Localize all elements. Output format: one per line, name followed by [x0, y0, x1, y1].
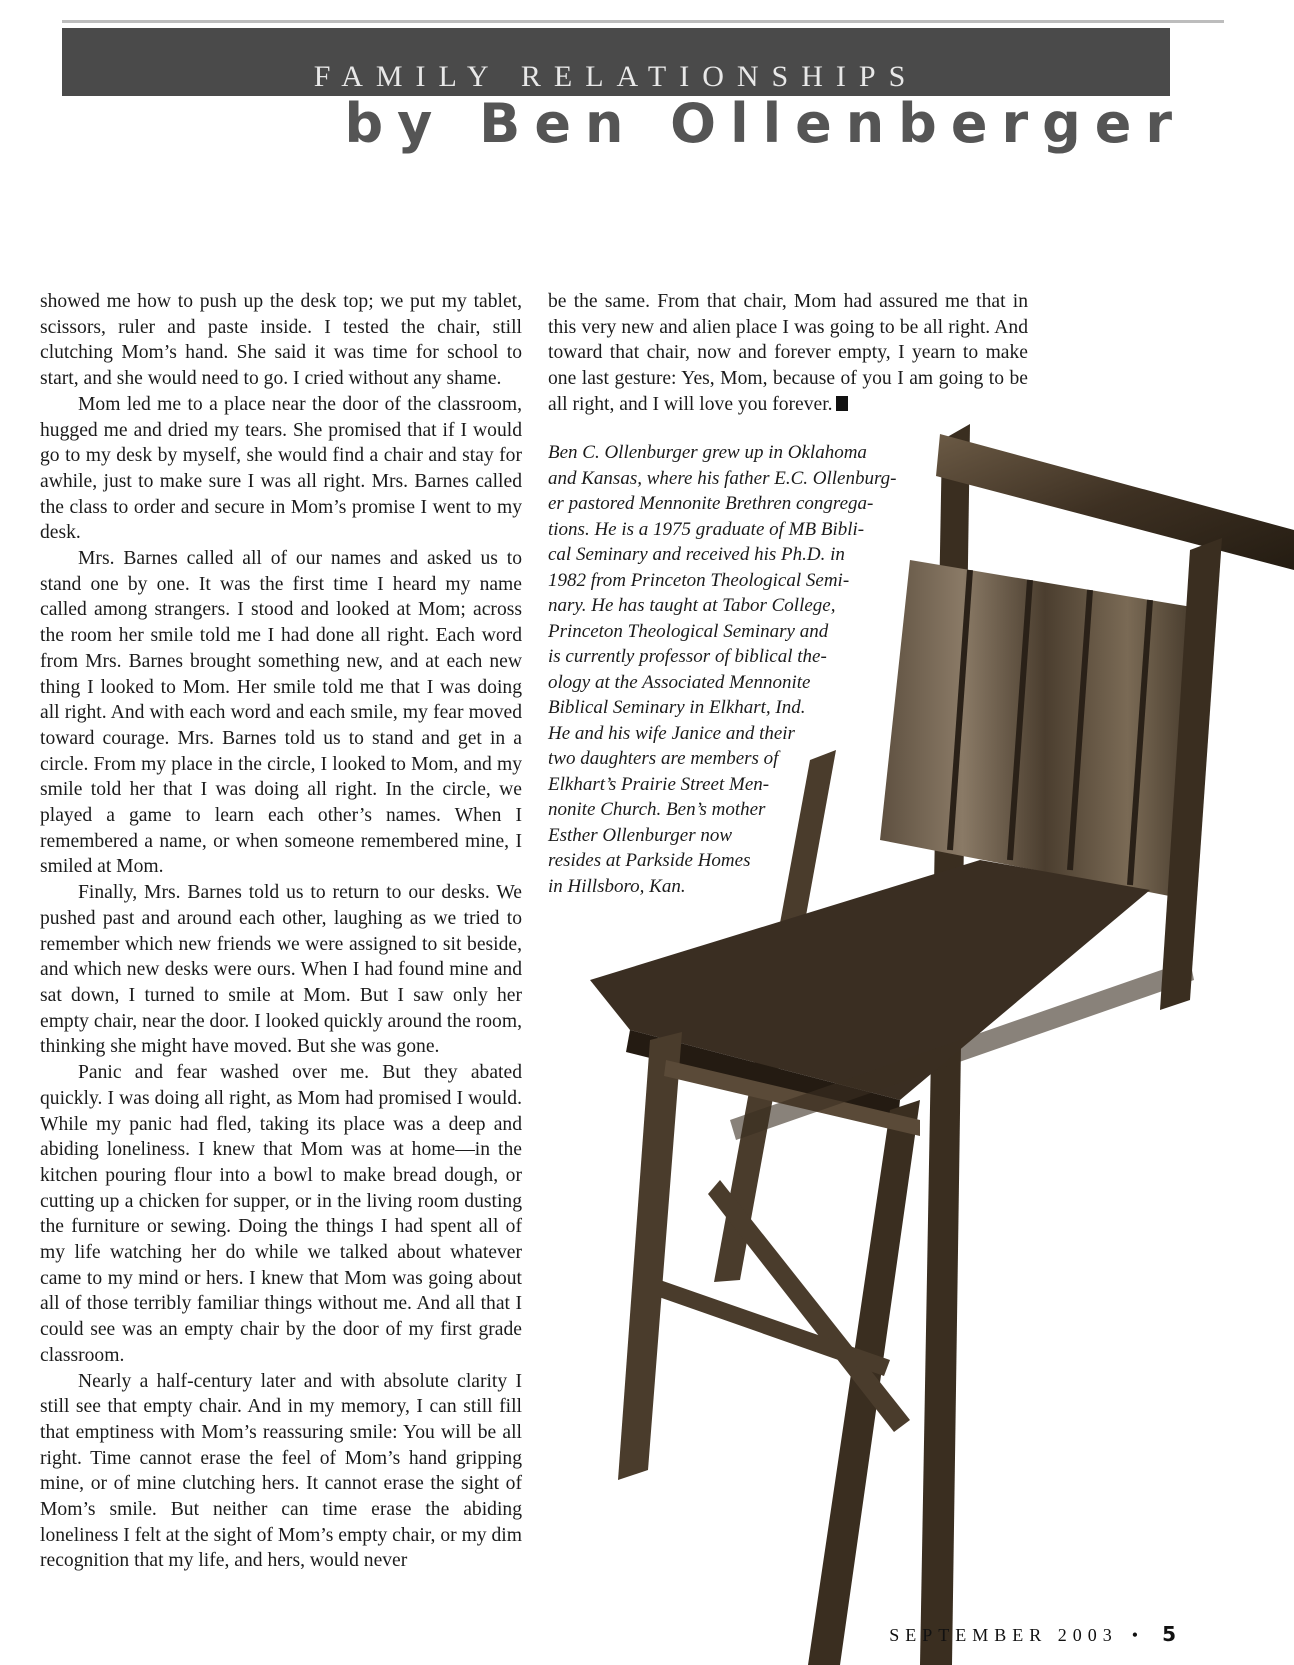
end-of-article-mark	[836, 396, 848, 411]
bio-line: Ben C. Ollenburger grew up in Oklahoma	[548, 442, 867, 463]
paragraph: Nearly a half-century later and with absolute clarity I still see that empty chair. And in my memory, I can still fill that emptiness with Mom’s reassuring smile: You will be all right. Time cannot erase the feel of Mom’s hand gripping mine, or of mine clutching hers. It cannot erase the sight of Mom’s smile. But neither can time erase the abiding loneliness I felt at the sight of Mom’s empty chair, or my dim recognition that my life, and hers, would never	[40, 1370, 522, 1572]
top-rule	[62, 20, 1224, 23]
bio-line: er pastored Mennonite Brethren congrega-	[548, 493, 874, 514]
page-footer	[889, 1622, 1176, 1646]
bio-line: Esther Ollenburger now	[548, 824, 733, 846]
bio-line: Elkhart’s Prairie Street Men-	[548, 773, 770, 795]
section-banner	[62, 28, 1170, 96]
bio-line: cal Seminary and received his Ph.D. in	[548, 544, 845, 565]
paragraph: Panic and fear washed over me. But they abated quickly. I was doing all right, as Mom had promised I would. While my panic had fled, taking its place was a deep and abiding loneliness. I knew that Mom was at home—in the kitchen pouring flour into a bowl to make bread dough, or cutting up a chicken for supper, or in the living room dusting the furniture or sewing. Doing the things I had spent all of my life watching her do while we talked about whatever came to my mind or hers. I knew that Mom was going about all of those terribly familiar things without me. And all that I could see was an empty chair by the door of my first grade classroom.	[40, 1062, 522, 1366]
bio-line: two daughters are members of	[548, 748, 779, 769]
author-bio	[548, 440, 948, 899]
paragraph: Mrs. Barnes called all of our names and asked us to stand one by one. It was the first time I heard my name called among strangers. I stood and looked at Mom; across the room her smile told me I had done all right. Each word from Mrs. Barnes brought something new, and at each new thing I looked to Mom. Her smile told me that I was doing all right. And with each word and each smile, my fear moved toward courage. Mrs. Barnes told us to stand and get in a circle. From my place in the circle, I looked to Mom, and my smile told her that I was doing all right. In the circle, we played a game to learn each other’s names. When I remembered a name, or when someone remembered mine, I smiled at Mom.	[40, 548, 522, 878]
paragraph-closing	[548, 289, 1028, 418]
article-left-column	[40, 289, 522, 1574]
page-number: 5	[1162, 1622, 1176, 1646]
bio-line: He and his wife Janice and their	[548, 722, 795, 744]
closing-text: be the same. From that chair, Mom had assured me that in this very new and alien place I was going to be all right. And toward that chair, now and forever empty, I yearn to make one last gesture: Yes, Mom, because of you I am going to be all right, and I will love you forever.	[548, 291, 1028, 415]
bio-line: in Hillsboro, Kan.	[548, 875, 686, 897]
footer-separator: •	[1131, 1625, 1139, 1645]
bio-line: nary. He has taught at Tabor College,	[548, 595, 836, 616]
bio-line: resides at Parkside Homes	[548, 850, 751, 871]
bio-line: nonite Church. Ben’s mother	[548, 799, 766, 820]
bio-line: Princeton Theological Seminary and	[548, 620, 829, 642]
paragraph: showed me how to push up the desk top; we put my tablet, scissors, ruler and paste inside. I tested the chair, still clutching Mom’s hand. She said it was time for school to start, and she would need to go. I cried without any shame.	[40, 291, 522, 390]
paragraph: Mom led me to a place near the door of the classroom, hugged me and dried my tears. She promised that if I would go to my desk by myself, she would find a chair and stay for awhile, just to make sure I was all right. Mrs. Barnes called the class to order and secure in Mom’s promise I went to my desk.	[40, 393, 522, 544]
bio-line: tions. He is a 1975 graduate of MB Bibli-	[548, 518, 865, 540]
issue-date: SEPTEMBER 2003	[889, 1625, 1118, 1645]
paragraph: Finally, Mrs. Barnes told us to return to our desks. We pushed past and around each other, laughing as we tried to remember which new friends we were assigned to sit beside, and which new desks were ours. When I had found mine and sat down, I turned to smile at Mom. But I saw only her empty chair, near the door. I looked quickly around the room, thinking she might have moved. But she was gone.	[40, 882, 522, 1058]
section-title: FAMILY RELATIONSHIPS	[313, 60, 919, 93]
bio-line: and Kansas, where his father E.C. Ollenburg-	[548, 467, 897, 489]
bio-line: Biblical Seminary in Elkhart, Ind.	[548, 697, 806, 718]
byline: by Ben Ollenberger	[344, 92, 1186, 155]
bio-line: is currently professor of biblical the-	[548, 646, 827, 667]
bio-line: ology at the Associated Mennonite	[548, 671, 811, 693]
bio-line: 1982 from Princeton Theological Semi-	[548, 569, 850, 591]
article-right-column	[548, 289, 1028, 418]
